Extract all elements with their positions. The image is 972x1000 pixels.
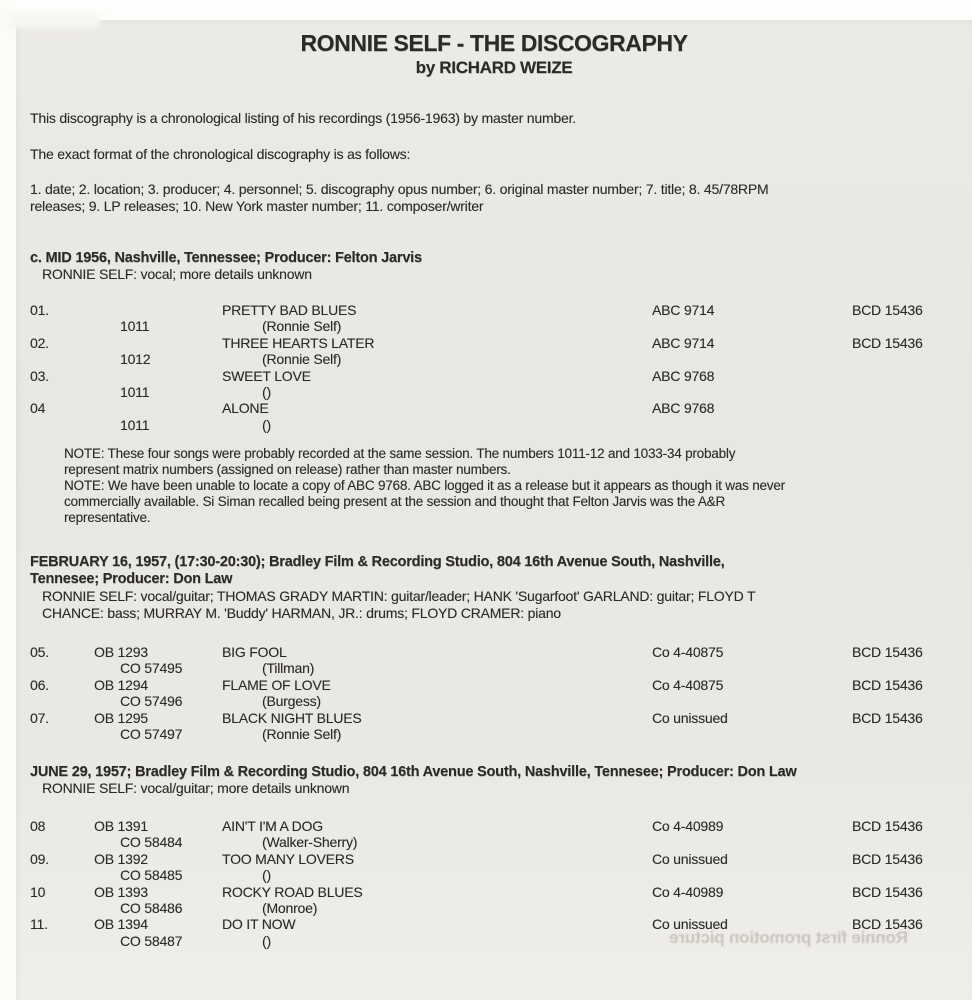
song-title: FLAME OF LOVE [222,676,331,693]
entry-row [0,884,972,917]
format-description [30,181,768,215]
second-master-number: CO 57497 [120,725,183,742]
opus-number: 08 [30,818,46,834]
opus-number: 09. [30,850,49,867]
composer-credit: () [262,416,271,433]
song-title: TOO MANY LOVERS [222,850,354,867]
personnel-line: RONNIE SELF: vocal/guitar; THOMAS GRADY MARTIN: guitar/leader; HANK 'Sugarfoot' GARLAND: guitar; FLOYD T [42,588,756,604]
opus-number: 02. [30,334,49,351]
release-number: Co unissued [652,709,728,726]
second-master-number: 1011 [120,383,150,400]
release-number: Co 4-40989 [652,883,724,900]
entry-row [0,368,972,401]
lp-release-number: BCD 15436 [852,644,923,660]
entry-row [0,851,972,884]
composer-credit: () [262,932,271,949]
song-title: SWEET LOVE [222,367,311,384]
release-number: Co 4-40875 [652,644,724,660]
release-number: ABC 9714 [652,302,715,318]
master-number: OB 1295 [94,709,148,726]
scan-margin-top [0,0,972,20]
entry-row [0,818,972,851]
opus-number: 11. [30,916,48,933]
personnel-line: CHANCE: bass; MURRAY M. 'Buddy' HARMAN, JR.: drums; FLOYD CRAMER: piano [42,604,561,621]
second-master-number: 1011 [120,318,150,335]
master-number: OB 1294 [94,676,148,693]
personnel-line: RONNIE SELF: vocal/guitar; more details unknown [42,780,350,796]
session-header [30,554,724,587]
lp-release-number: BCD 15436 [852,850,923,867]
song-title: ROCKY ROAD BLUES [222,883,363,900]
second-master-number: 1011 [120,416,150,433]
opus-number: 07. [30,709,49,726]
session-header-line: FEBRUARY 16, 1957, (17:30-20:30); Bradley Film & Recording Studio, 804 16th Avenue South, Nashville, [30,554,725,570]
entry-row [0,400,972,433]
song-title: ALONE [222,400,269,417]
entry-row [0,710,972,743]
session-header [30,764,797,781]
lp-release-number: BCD 15436 [852,334,923,351]
master-number: OB 1293 [94,644,148,660]
master-number: OB 1394 [94,916,148,933]
song-title: BIG FOOL [222,644,287,660]
session-block [0,554,972,754]
composer-credit: (Tillman) [262,660,315,677]
note-line: representative. [64,510,151,525]
note-line: commercially available. Si Siman recalled being present at the session and thought that Felton Jarvis was the A&R [64,494,726,509]
format-intro: The exact format of the chronological discography is as follows: [30,146,411,162]
song-title: PRETTY BAD BLUES [222,302,357,318]
second-master-number: CO 57496 [120,693,183,710]
session-personnel [42,588,755,621]
session-personnel [42,780,349,797]
opus-number: 06. [30,676,49,693]
entry-row [0,644,972,677]
session-notes [64,446,785,526]
session-block [0,764,972,994]
session-header-line: Tennesee; Producer: Don Law [30,570,233,587]
lp-release-number: BCD 15436 [852,883,923,900]
second-master-number: 1012 [120,351,151,368]
song-title: BLACK NIGHT BLUES [222,709,362,726]
composer-credit: (Ronnie Self) [262,351,342,368]
master-number: OB 1392 [94,850,148,867]
session-header-line: c. MID 1956, Nashville, Tennessee; Producer: Felton Jarvis [30,250,422,266]
opus-number: 03. [30,367,49,384]
lp-release-number: BCD 15436 [852,302,923,318]
format-line: releases; 9. LP releases; 10. New York master number; 11. composer/writer [30,198,484,214]
byline: by RICHARD WEIZE [415,58,573,77]
song-title: DO IT NOW [222,916,296,933]
session-header [30,250,422,267]
lp-release-number: BCD 15436 [852,916,923,933]
release-number: Co unissued [652,850,728,867]
second-master-number: CO 58486 [120,899,183,916]
note-line: represent matrix numbers (assigned on release) rather than master numbers. [64,462,511,477]
session-entries [0,644,972,742]
opus-number: 10 [30,883,46,900]
release-number: ABC 9768 [652,367,715,384]
release-number: ABC 9768 [652,400,715,417]
scan-corner-artifact [10,14,100,28]
song-title: AIN'T I'M A DOG [222,818,323,834]
entry-row [0,335,972,368]
second-master-number: CO 58487 [120,932,183,949]
entry-row [0,302,972,335]
release-number: Co 4-40989 [652,818,724,834]
opus-number: 05. [30,644,49,660]
song-title: THREE HEARTS LATER [222,334,375,351]
composer-credit: (Burgess) [262,693,321,710]
release-number: Co unissued [652,916,728,933]
master-number: OB 1391 [94,818,148,834]
release-number: Co 4-40875 [652,676,724,693]
composer-credit: (Ronnie Self) [262,318,342,335]
entry-row [0,677,972,710]
composer-credit: () [262,383,271,400]
lp-release-number: BCD 15436 [852,709,923,726]
note-line: NOTE: We have been unable to locate a copy of ABC 9768. ABC logged it as a release but it appears as though it was never [64,478,785,493]
intro-paragraph: This discography is a chronological listing of his recordings (1956-1963) by master number. [30,110,576,126]
second-master-number: CO 57495 [120,660,183,677]
composer-credit: (Ronnie Self) [262,725,342,742]
opus-number: 01. [30,302,49,318]
master-number: OB 1393 [94,883,148,900]
second-master-number: CO 58485 [120,867,183,884]
session-personnel [42,266,312,283]
session-header-line: JUNE 29, 1957; Bradley Film & Recording Studio, 804 16th Avenue South, Nashville, Tennesee; Producer: Don Law [30,764,797,780]
session-block [0,250,972,550]
release-number: ABC 9714 [652,334,715,351]
second-master-number: CO 58484 [120,834,183,851]
show-through-caption: Ronnie first promotion picture [669,928,908,947]
composer-credit: () [262,867,271,884]
personnel-line: RONNIE SELF: vocal; more details unknown [42,266,312,282]
note-line: NOTE: These four songs were probably recorded at the same session. The numbers 1011-12 and 1033-34 probably [64,446,736,461]
format-line: 1. date; 2. location; 3. producer; 4. personnel; 5. discography opus number; 6. original master number; 7. title; 8. 45/78RPM [30,181,769,197]
opus-number: 04 [30,400,46,417]
session-entries [0,302,972,433]
composer-credit: (Monroe) [262,899,318,916]
lp-release-number: BCD 15436 [852,818,923,834]
lp-release-number: BCD 15436 [852,676,923,693]
composer-credit: (Walker-Sherry) [262,834,358,851]
page-title: RONNIE SELF - THE DISCOGRAPHY [300,30,688,56]
